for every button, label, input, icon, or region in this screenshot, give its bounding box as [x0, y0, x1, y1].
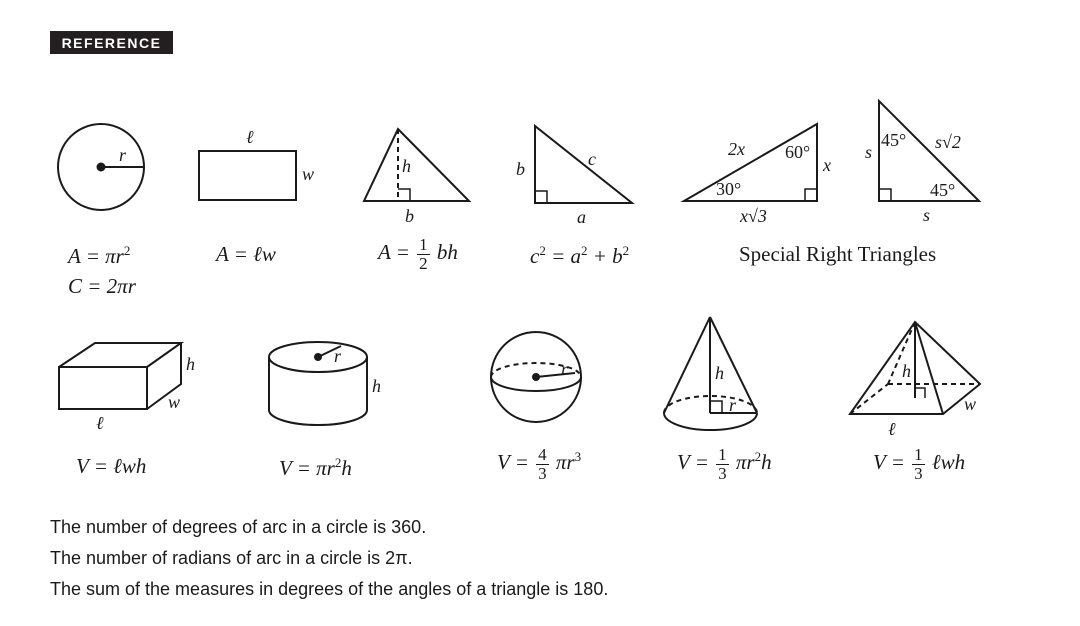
- cone-height-label: h: [715, 363, 724, 383]
- triangle-area-fraction: $\frac{1}{2}$: [419, 235, 428, 273]
- triangle-45-hyp-label: s√2: [935, 132, 961, 152]
- sphere-volume-formula: V = $\frac{4}{3}$ $\pi r^3$: [497, 445, 582, 483]
- cone-volume-formula: V = $\frac{1}{3}$ $\pi r^2h$: [677, 445, 772, 483]
- sphere-volume-fraction: $\frac{4}{3}$: [538, 445, 547, 483]
- triangle-45-left-label: s: [865, 142, 873, 162]
- angle-45-top-label: 45°: [881, 130, 907, 150]
- rectangle-length-label: ℓ: [246, 127, 254, 147]
- pyramid-height-label: h: [902, 361, 911, 381]
- triangle-45-bottom-label: s: [923, 205, 931, 225]
- right-triangle-figure: [535, 126, 632, 203]
- triangle-figure: [364, 129, 469, 201]
- cylinder-height-label: h: [372, 376, 381, 396]
- rectangle-figure: [199, 151, 296, 200]
- special-right-triangles-caption: Special Right Triangles: [739, 242, 937, 266]
- reference-badge: REFERENCE: [50, 31, 173, 54]
- circle-circumference-formula: C = 2πr: [68, 274, 136, 298]
- circle-area-formula: $A = \pi r^2$: [68, 243, 131, 268]
- pythagorean-formula: $c^2 = a^2 + b^2$: [530, 243, 630, 268]
- fact-degrees: The number of degrees of arc in a circle is 360.: [50, 517, 427, 537]
- cylinder-figure: [269, 342, 367, 425]
- cylinder-volume-formula: $V = \pi r^2h$: [279, 455, 352, 480]
- box-length-label: ℓ: [96, 413, 104, 433]
- triangle-30-short-label: x: [823, 155, 831, 175]
- rectangle-width-label: w: [302, 164, 315, 184]
- cylinder-radius-label: r: [334, 346, 342, 366]
- triangle-30-60-90: [684, 124, 817, 201]
- triangle-base-label: b: [405, 206, 414, 226]
- triangle-30-long-label: x√3: [740, 206, 767, 226]
- pyramid-width-label: w: [964, 394, 977, 414]
- cone-volume-fraction: $\frac{1}{3}$: [718, 445, 727, 483]
- box-volume-formula: V = ℓwh: [76, 454, 147, 478]
- box-height-label: h: [186, 354, 195, 374]
- box-figure: [59, 343, 181, 412]
- cone-figure: [664, 317, 757, 430]
- right-triangle-c-label: c: [588, 149, 596, 169]
- pyramid-length-label: ℓ: [888, 419, 896, 439]
- pyramid-figure: [850, 322, 980, 414]
- triangle-height-label: h: [402, 156, 411, 176]
- right-triangle-a-label: a: [577, 207, 586, 227]
- fact-radians: The number of radians of arc in a circle is 2π.: [50, 548, 413, 568]
- angle-30-label: 30°: [716, 179, 742, 199]
- cone-radius-label: r: [729, 395, 737, 415]
- reference-facts: [50, 512, 608, 605]
- circle-radius-label: r: [119, 145, 127, 165]
- angle-60-label: 60°: [785, 142, 811, 162]
- rectangle-area-formula: A = ℓw: [216, 242, 276, 266]
- sphere-radius-label: r: [561, 359, 569, 379]
- box-width-label: w: [168, 392, 181, 412]
- pyramid-volume-fraction: $\frac{1}{3}$: [914, 445, 923, 483]
- triangle-area-formula: A = $\frac{1}{2}$ bh: [378, 235, 458, 273]
- angle-45-bottom-label: 45°: [930, 180, 956, 200]
- fact-triangle-sum: The sum of the measures in degrees of the angles of a triangle is 180.: [50, 579, 609, 599]
- triangle-30-hyp-label: 2x: [728, 139, 745, 159]
- triangle-45-45-90: [879, 101, 979, 201]
- right-triangle-b-label: b: [516, 159, 525, 179]
- pyramid-volume-formula: V = $\frac{1}{3}$ ℓwh: [873, 445, 966, 483]
- circle-figure: [58, 124, 144, 210]
